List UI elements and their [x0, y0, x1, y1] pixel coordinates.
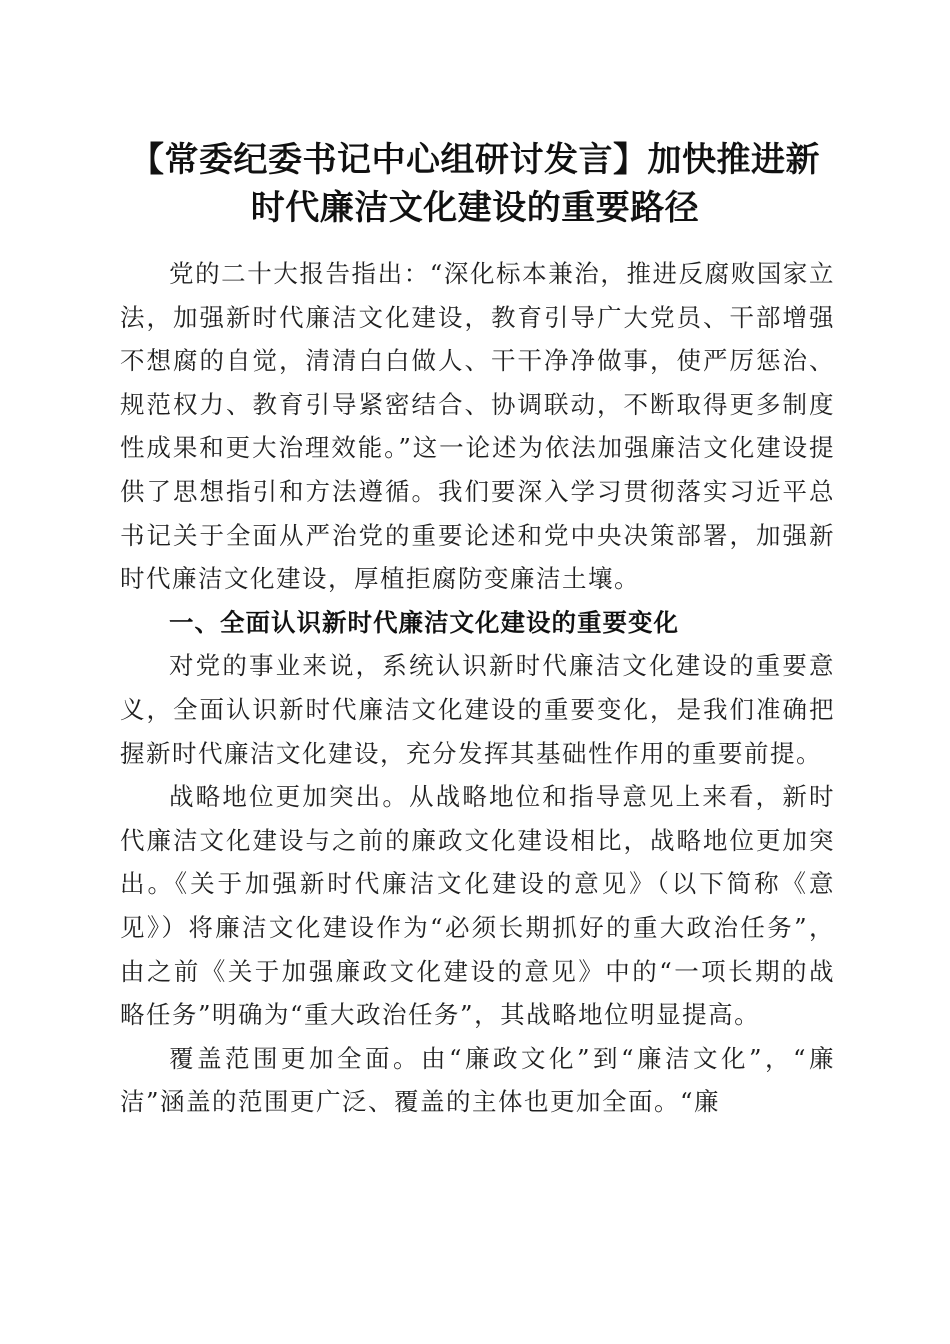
document-title — [100, 136, 850, 232]
title-line-2: 时代廉洁文化建设的重要路径 — [250, 188, 700, 228]
section1-paragraph-3: 覆盖范围更加全面。由“廉政文化”到“廉洁文化”，“廉洁”涵盖的范围更广泛、覆盖的主体也更加全面。“廉 — [120, 1043, 835, 1117]
title-line-1: 【常委纪委书记中心组研讨发言】加快推进新 — [130, 140, 820, 180]
section1-paragraph-1: 对党的事业来说，系统认识新时代廉洁文化建设的重要意义，全面认识新时代廉洁文化建设的重要变化，是我们准确把握新时代廉洁文化建设，充分发挥其基础性作用的重要前提。 — [120, 651, 835, 768]
section1-paragraph-2: 战略地位更加突出。从战略地位和指导意见上来看，新时代廉洁文化建设与之前的廉政文化建设相比，战略地位更加突出。《关于加强新时代廉洁文化建设的意见》（以下简称《意见》）将廉洁文化建设作为“必须长期抓好的重大政治任务”，由之前《关于加强廉政文化建设的意见》中的“一项长期的战略任务”明确为“重大政治任务”，其战略地位明显提高。 — [120, 782, 835, 1030]
intro-paragraph: 党的二十大报告指出：“深化标本兼治，推进反腐败国家立法，加强新时代廉洁文化建设，教育引导广大党员、干部增强不想腐的自觉，清清白白做人、干干净净做事，使严厉惩治、规范权力、教育引导紧密结合、协调联动，不断取得更多制度性成果和更大治理效能。”这一论述为依法加强廉洁文化建设提供了思想指引和方法遵循。我们要深入学习贯彻落实习近平总书记关于全面从严治党的重要论述和党中央决策部署，加强新时代廉洁文化建设，厚植拒腐防变廉洁土壤。 — [120, 259, 835, 594]
document-body — [120, 252, 835, 1124]
section-heading-1: 一、全面认识新时代廉洁文化建设的重要变化 — [169, 607, 679, 637]
